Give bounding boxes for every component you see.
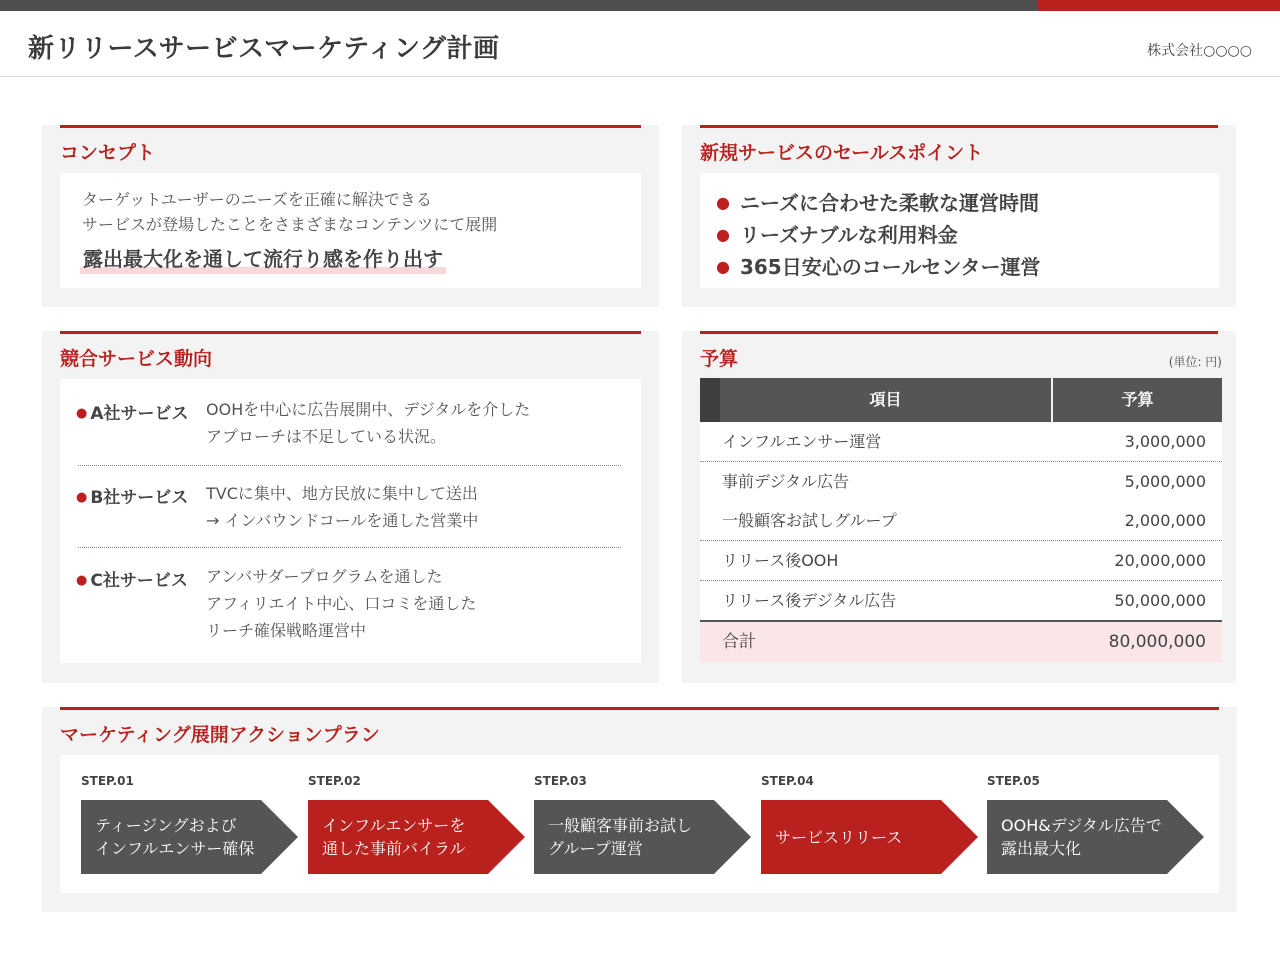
selling-points-title: 新規サービスのセールスポイント <box>700 142 984 164</box>
action-plan-card <box>60 755 1219 893</box>
row-item: リリース後デジタル広告 <box>722 591 897 610</box>
competitor-description <box>206 396 530 450</box>
competitor-description-line: アンバサダープログラムを通した <box>206 567 443 586</box>
row-value: 3,000,000 <box>1124 432 1206 451</box>
selling-points-panel <box>682 125 1236 307</box>
panel-accent-rule <box>60 331 641 334</box>
concept-line-2: サービスが登場したことをさまざまなコンテンツにて展開 <box>82 215 498 234</box>
competitor-description <box>206 480 478 534</box>
competitor-description-line: → インバウンドコールを通した営業中 <box>206 511 479 530</box>
step-text-line: 一般顧客事前お試し <box>548 816 693 835</box>
concept-line-1: ターゲットユーザーのニーズを正確に解決できる <box>82 190 432 209</box>
panel-accent-rule <box>700 125 1218 128</box>
step-label: STEP.04 <box>761 774 814 788</box>
bullet-icon: ● <box>716 225 730 244</box>
selling-point-text: リーズナブルな利用料金 <box>739 223 958 247</box>
budget-unit-note: (単位: 円) <box>1168 355 1222 369</box>
competitor-description-line: リーチ確保戦略運営中 <box>206 621 367 640</box>
step-text-line: インフルエンサー確保 <box>95 839 255 858</box>
total-label: 合計 <box>722 632 756 652</box>
budget-panel <box>682 331 1236 683</box>
selling-point-text: 365日安心のコールセンター運営 <box>739 255 1041 279</box>
competitor-divider <box>78 465 621 466</box>
competitor-name-text: B社サービス <box>90 488 189 508</box>
step-text-line: ティージングおよび <box>95 816 237 835</box>
competitor-description-line: OOHを中心に広告展開中、デジタルを介した <box>206 400 531 419</box>
concept-panel <box>42 125 659 307</box>
competitor-description-line: TVCに集中、地方民放に集中して送出 <box>206 484 478 503</box>
table-total-row <box>700 620 1222 662</box>
panel-accent-rule <box>60 125 641 128</box>
row-item: リリース後OOH <box>722 551 839 570</box>
competitors-panel <box>42 331 659 683</box>
step-label: STEP.03 <box>534 774 587 788</box>
row-value: 20,000,000 <box>1114 551 1206 570</box>
step-label: STEP.02 <box>308 774 361 788</box>
row-value: 5,000,000 <box>1124 472 1206 491</box>
selling-point-text: ニーズに合わせた柔軟な運営時間 <box>739 191 1039 215</box>
step-text <box>775 800 955 874</box>
bullet-icon: ● <box>716 193 730 212</box>
competitors-title: 競合サービス動向 <box>60 348 213 370</box>
bullet-icon: ● <box>76 490 88 505</box>
total-value: 80,000,000 <box>1108 632 1206 652</box>
step-text <box>1001 800 1181 874</box>
step-text <box>322 800 502 874</box>
concept-card <box>60 173 641 288</box>
row-value: 50,000,000 <box>1114 591 1206 610</box>
row-item: 一般顧客お試しグループ <box>722 511 897 530</box>
competitor-description-line: アフィリエイト中心、口コミを通した <box>206 594 477 613</box>
row-item: インフルエンサー運営 <box>722 432 882 451</box>
selling-point-item <box>716 251 1041 280</box>
competitor-name <box>76 483 188 508</box>
competitor-divider <box>78 547 621 548</box>
step-text <box>548 800 728 874</box>
table-row <box>700 422 1222 462</box>
budget-title: 予算 <box>700 348 739 370</box>
table-row <box>700 462 1222 502</box>
concept-title: コンセプト <box>60 142 156 164</box>
step-text-line: 露出最大化 <box>1001 839 1082 858</box>
row-item: 事前デジタル広告 <box>722 472 850 491</box>
header-divider <box>0 76 1280 77</box>
step-text <box>95 800 275 874</box>
header-item: 項目 <box>869 390 902 409</box>
action-plan-panel <box>42 707 1237 912</box>
row-value: 2,000,000 <box>1124 511 1206 530</box>
step-arrow <box>987 800 1204 874</box>
step-label: STEP.01 <box>81 774 134 788</box>
step-arrow <box>534 800 751 874</box>
step-text-line: グループ運営 <box>548 839 643 858</box>
selling-point-item <box>716 187 1039 216</box>
panel-accent-rule <box>60 707 1219 710</box>
table-row <box>700 501 1222 541</box>
panel-accent-rule <box>700 331 1218 334</box>
header-budget: 予算 <box>1121 390 1154 409</box>
competitor-description <box>206 563 476 644</box>
budget-table-header <box>700 378 1222 422</box>
bullet-icon: ● <box>76 573 88 588</box>
top-bar-accent <box>1038 0 1280 11</box>
competitors-card <box>60 379 641 663</box>
step-arrow <box>308 800 525 874</box>
competitor-name <box>76 399 189 424</box>
step-text-line: サービスリリース <box>775 827 903 847</box>
action-plan-title: マーケティング展開アクションプラン <box>60 724 380 746</box>
step-text-line: インフルエンサーを <box>322 816 466 835</box>
concept-emphasis: 露出最大化を通して流行り感を作り出す <box>80 243 446 274</box>
bullet-icon: ● <box>716 257 730 276</box>
header-marker <box>700 378 720 422</box>
step-text-line: 通した事前バイラル <box>322 839 466 858</box>
step-text-line: OOH&デジタル広告で <box>1001 816 1162 835</box>
step-label: STEP.05 <box>987 774 1040 788</box>
table-row <box>700 581 1222 621</box>
selling-points-card <box>700 173 1219 288</box>
competitor-description-line: アプローチは不足している状況。 <box>206 427 447 446</box>
step-arrow <box>81 800 298 874</box>
bullet-icon: ● <box>76 406 88 421</box>
competitor-name <box>76 566 188 591</box>
company-name: 株式会社○○○○ <box>1147 43 1252 59</box>
selling-point-item <box>716 219 958 248</box>
page-title: 新リリースサービスマーケティング計画 <box>28 34 500 64</box>
step-arrow <box>761 800 978 874</box>
competitor-name-text: A社サービス <box>90 404 189 424</box>
competitor-name-text: C社サービス <box>90 571 188 591</box>
table-row <box>700 541 1222 581</box>
